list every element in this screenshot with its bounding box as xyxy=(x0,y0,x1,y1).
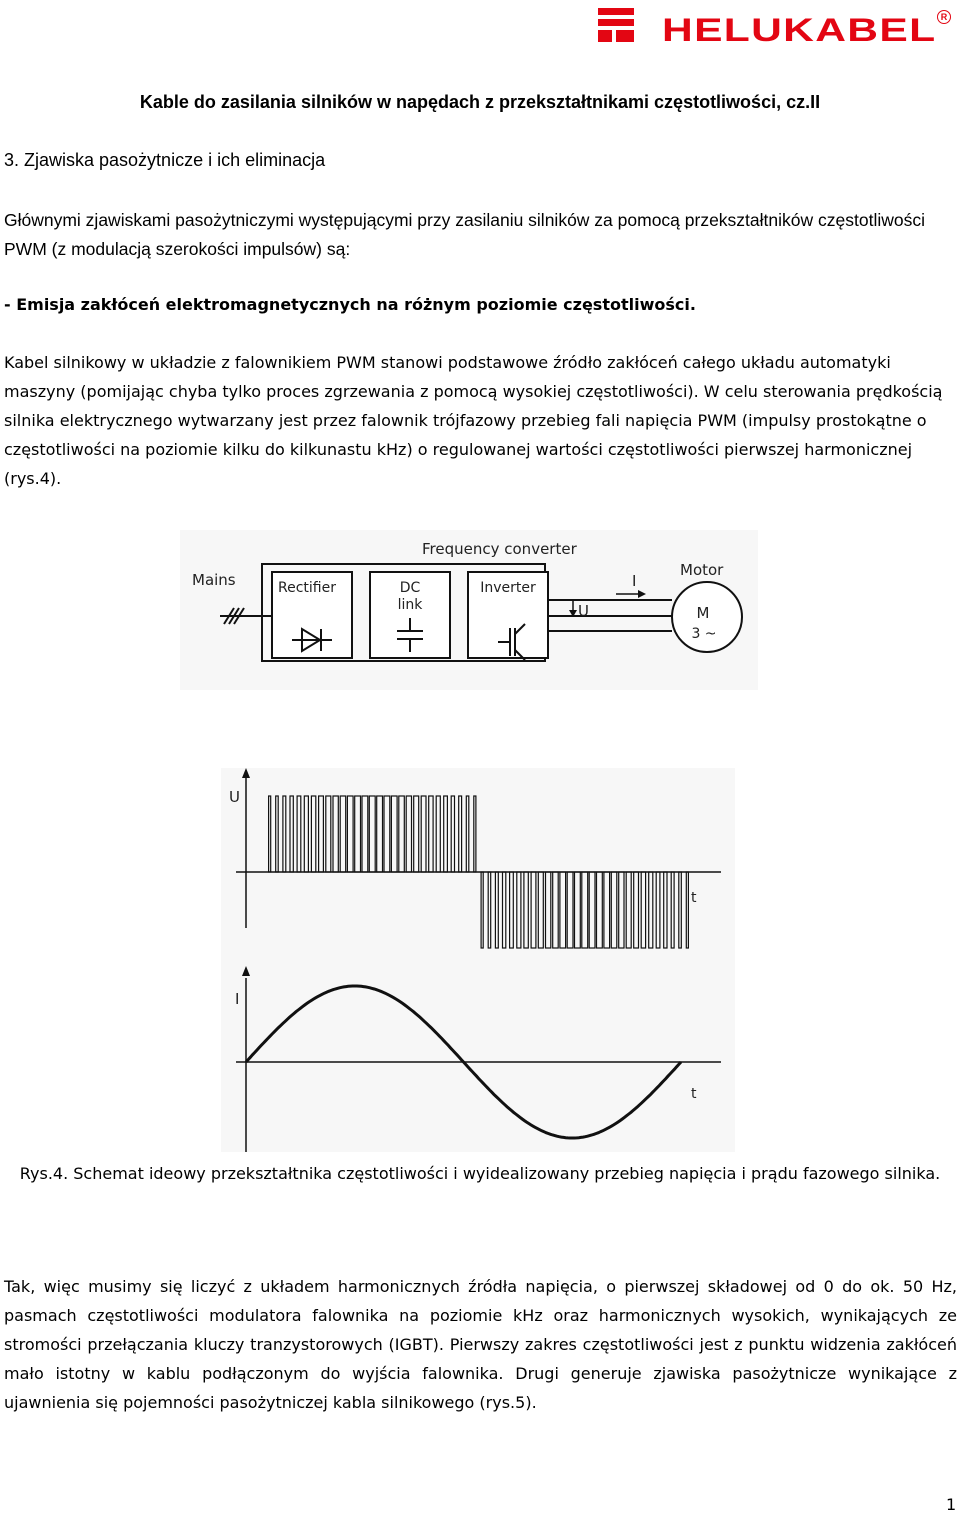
voltage-label: U xyxy=(578,602,589,620)
intro-paragraph: Głównymi zjawiskami pasożytniczymi występującymi przy zasilaniu silników za pomocą przekształtników częstotliwości PWM (z modulacją szerokości impulsów) są: xyxy=(4,210,925,259)
registered-mark: R xyxy=(937,10,951,24)
frequency-converter-diagram xyxy=(180,530,758,690)
motor-label: Motor xyxy=(680,561,724,579)
inverter-label: Inverter xyxy=(480,580,536,596)
rectifier-label: Rectifier xyxy=(278,580,336,596)
motor-symbol: M xyxy=(696,604,710,622)
voltage-axis-label: U xyxy=(229,788,240,806)
paragraph-pwm: Kabel silnikowy w układzie z falownikiem PWM stanowi podstawowe źródło zakłóceń całego układu automatyki maszyny (pomijając chyba tylko proces zgrzewania z pomocą wysokiej częstotliwości). W celu sterowania prędkością silnika elektrycznego wytwarzany jest przez falownik trójfazowy przebieg fali napięcia PWM (impulsy prostokątne o częstotliwości na poziomie kilku do kilkunastu kHz) o regulowanej wartości częstotliwości pierwszej harmonicznej (rys.4). xyxy=(4,353,943,488)
bullet-emission: - Emisja zakłóceń elektromagnetycznych na różnym poziomie częstotliwości. xyxy=(4,295,696,314)
current-time-label: t xyxy=(691,1086,697,1102)
logo-mark-icon xyxy=(596,6,656,46)
page-number: 1 xyxy=(946,1495,957,1514)
current-label: I xyxy=(632,572,637,590)
page-title: Kable do zasilania silników w napędach z przekształtnikami częstotliwości, cz.II xyxy=(139,92,821,112)
mains-label: Mains xyxy=(192,571,236,589)
frequency-converter-label: Frequency converter xyxy=(422,540,577,558)
paragraph-harmonics: Tak, więc musimy się liczyć z układem harmonicznych źródła napięcia, o pierwszej składowej od 0 do ok. 50 Hz, pasmach częstotliwości modulatora falownika na poziomie kHz oraz harmonicznych wysokich, wynikających ze stromości przełączania kluczy tranzystorowych (IGBT). Pierwszy zakres częstotliwości jest z punktu widzenia zakłóceń mało istotny w kablu podłączonym do wyjścia falownika. Drugi generuje zjawiska pasożytnicze wynikające z ujawnienia się pojemności pasożytniczej kabla silnikowego (rys.5). xyxy=(4,1277,957,1412)
current-axis-label: I xyxy=(235,990,240,1008)
logo-wordmark: HELUKABEL xyxy=(662,12,937,48)
helukabel-logo xyxy=(596,6,956,46)
waveform-diagram xyxy=(221,768,735,1152)
figure-caption: Rys.4. Schemat ideowy przekształtnika częstotliwości i wyidealizowany przebieg napięcia i prądu fazowego silnika. xyxy=(19,1164,941,1183)
dc-link-label-line1: DC xyxy=(399,580,421,596)
section-heading: 3. Zjawiska pasożytnicze i ich eliminacja xyxy=(4,150,326,170)
dc-link-label-line2: link xyxy=(397,597,423,613)
motor-phase-label: 3 ~ xyxy=(691,626,717,642)
voltage-time-label: t xyxy=(691,890,697,906)
